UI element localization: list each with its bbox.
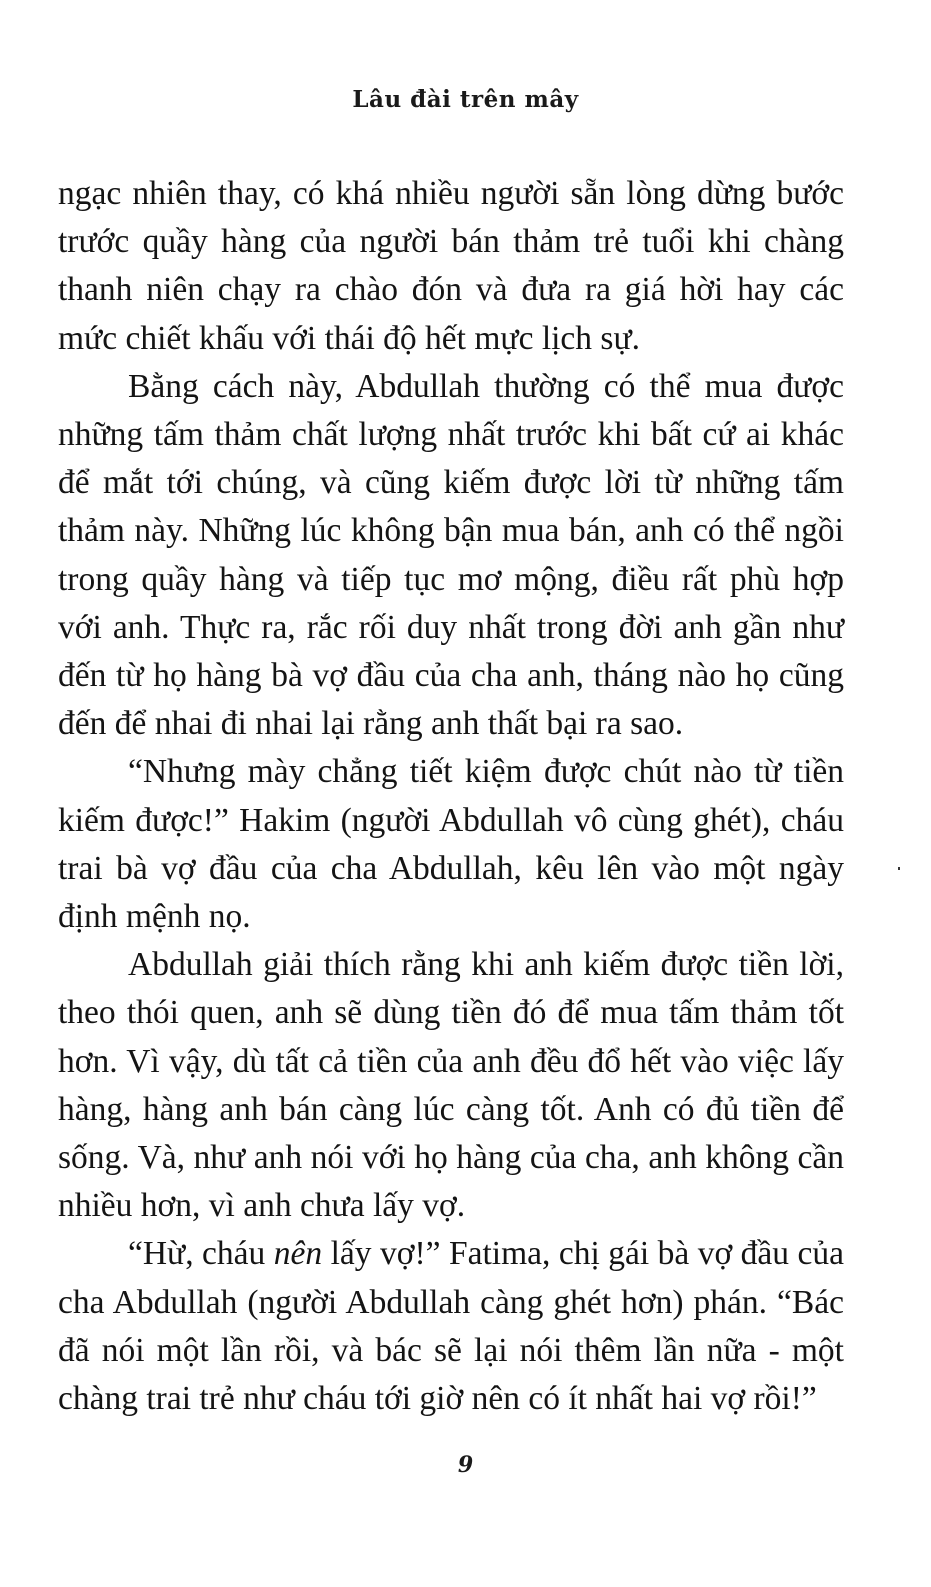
paragraph-abdullah-explains: Abdullah giải thích rằng khi anh kiếm được tiền lời, theo thói quen, anh sẽ dùng tiền đó để mua tấm thảm tốt hơn. Vì vậy, dù tất cả tiền của anh đều đổ hết vào việc lấy hàng, hàng anh bán càng lúc càng tốt. Anh có đủ tiền để sống. Và, như anh nói với họ hàng của cha, anh không cần nhiều hơn, vì anh chưa lấy vợ. xyxy=(58,946,844,1225)
fatima-quote-rest: lấy vợ!” Fatima, chị gái bà vợ đầu của cha Abdullah (người Abdullah càng ghét hơn) phán. “Bác đã nói một lần rồi, và bác sẽ lại nói thêm lần nữa - một chàng trai trẻ như cháu tới giờ nên có ít nhất hai vợ rồi!” xyxy=(58,1235,844,1418)
scan-speck xyxy=(898,867,900,870)
paragraph-continuation: ngạc nhiên thay, có khá nhiều người sẵn lòng dừng bước trước quầy hàng của người bán thảm trẻ tuổi khi chàng thanh niên chạy ra chào đón và đưa ra giá hời hay các mức chiết khấu với thái độ hết mực lịch sự. xyxy=(58,175,844,357)
emphasized-word: nên xyxy=(273,1235,323,1273)
paragraph-hakim-dialogue: “Nhưng mày chẳng tiết kiệm được chút nào từ tiền kiếm được!” Hakim (người Abdullah vô cùng ghét), cháu trai bà vợ đầu của cha Abdullah, kêu lên vào một ngày định mệnh nọ. xyxy=(58,753,844,936)
fatima-quote-start: “Hừ, cháu xyxy=(128,1235,274,1273)
page-number: 9 xyxy=(457,1452,474,1478)
page-body xyxy=(58,170,844,1423)
paragraph-abdullah-buying: Bằng cách này, Abdullah thường có thể mua được những tấm thảm chất lượng nhất trước khi bất cứ ai khác để mắt tới chúng, và cũng kiếm được lời từ những tấm thảm này. Những lúc không bận mua bán, anh có thể ngồi trong quầy hàng và tiếp tục mơ mộng, điều rất phù hợp với anh. Thực ra, rắc rối duy nhất trong đời anh gần như đến từ họ hàng bà vợ đầu của cha anh, tháng nào họ cũng đến để nhai đi nhai lại rằng anh thất bại ra sao. xyxy=(58,367,844,743)
paragraph-fatima-dialogue xyxy=(58,1230,844,1423)
running-header-book-title: Lâu đài trên mây xyxy=(352,86,579,113)
